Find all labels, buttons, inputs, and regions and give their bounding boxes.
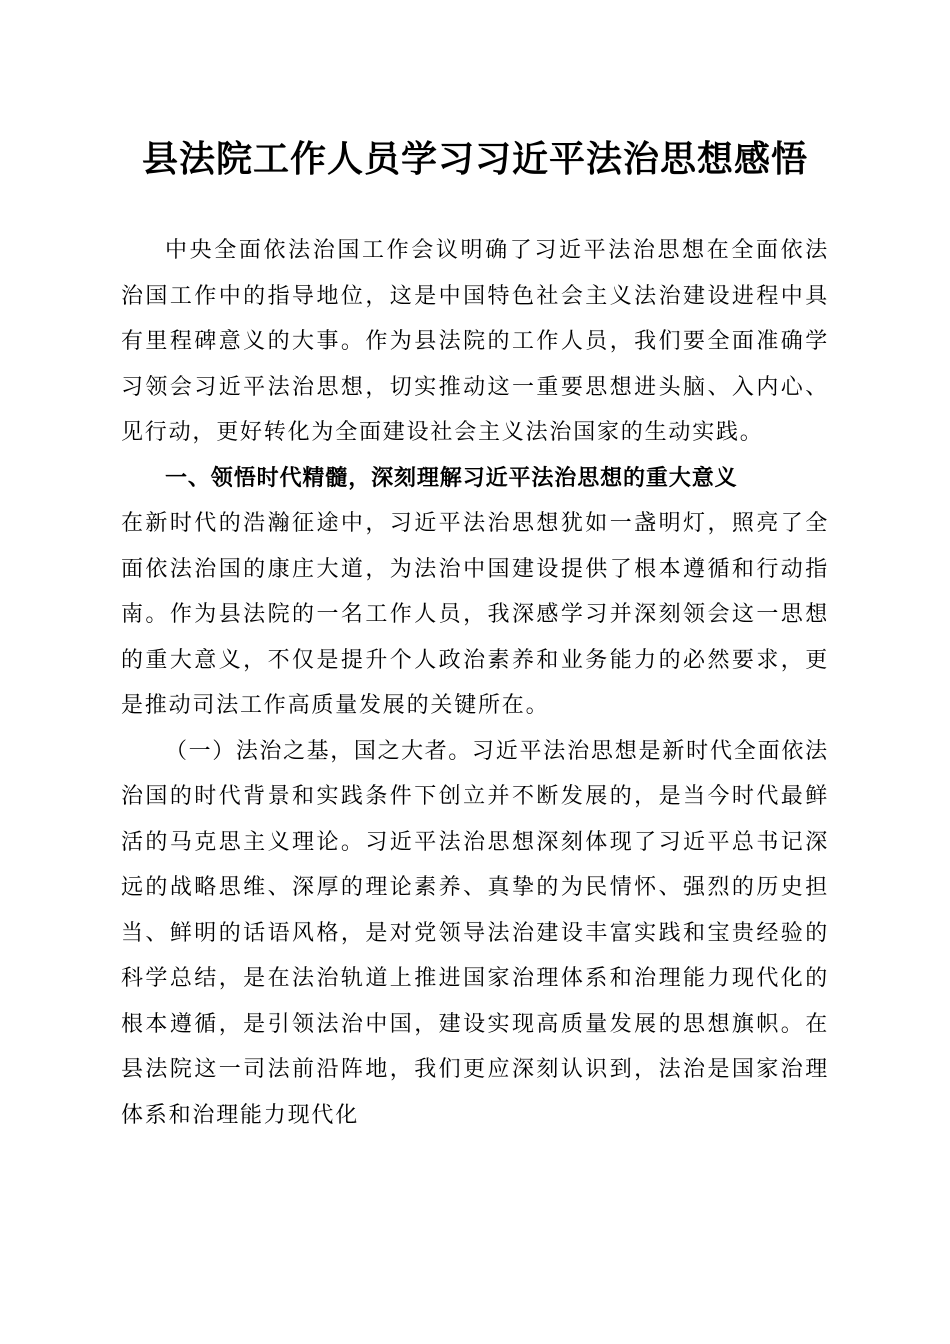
section-heading: 一、领悟时代精髓，深刻理解习近平法治思想的重大意义 <box>165 465 738 491</box>
document-body <box>121 228 829 1138</box>
document-title: 县法院工作人员学习习近平法治思想感悟 <box>141 138 808 180</box>
intro-paragraph: 中央全面依法治国工作会议明确了习近平法治思想在全面依法治国工作中的指导地位，这是中国特色社会主义法治建设进程中具有里程碑意义的大事。作为县法院的工作人员，我们要全面准确学习领会习近平法治思想，切实推动这一重要思想进头脑、入内心、见行动，更好转化为全面建设社会主义法治国家的生动实践。 <box>121 238 829 445</box>
subsection-lead: （一）法治之基，国之大者。 <box>165 738 472 764</box>
subsection-paragraph <box>121 729 829 1139</box>
section-paragraph: 在新时代的浩瀚征途中，习近平法治思想犹如一盏明灯，照亮了全面依法治国的康庄大道，为法治中国建设提供了根本遵循和行动指南。作为县法院的一名工作人员，我深感学习并深刻领会这一思想的重大意义，不仅是提升个人政治素养和业务能力的必然要求，更是推动司法工作高质量发展的关键所在。 <box>121 511 829 718</box>
subsection-body: 习近平法治思想是新时代全面依法治国的时代背景和实践条件下创立并不断发展的，是当今时代最鲜活的马克思主义理论。习近平法治思想深刻体现了习近平总书记深远的战略思维、深厚的理论素养、真挚的为民情怀、强烈的历史担当、鲜明的话语风格，是对党领导法治建设丰富实践和宝贵经验的科学总结，是在法治轨道上推进国家治理体系和治理能力现代化的根本遵循，是引领法治中国，建设实现高质量发展的思想旗帜。在县法院这一司法前沿阵地，我们更应深刻认识到，法治是国家治理体系和治理能力现代化 <box>121 738 829 1128</box>
